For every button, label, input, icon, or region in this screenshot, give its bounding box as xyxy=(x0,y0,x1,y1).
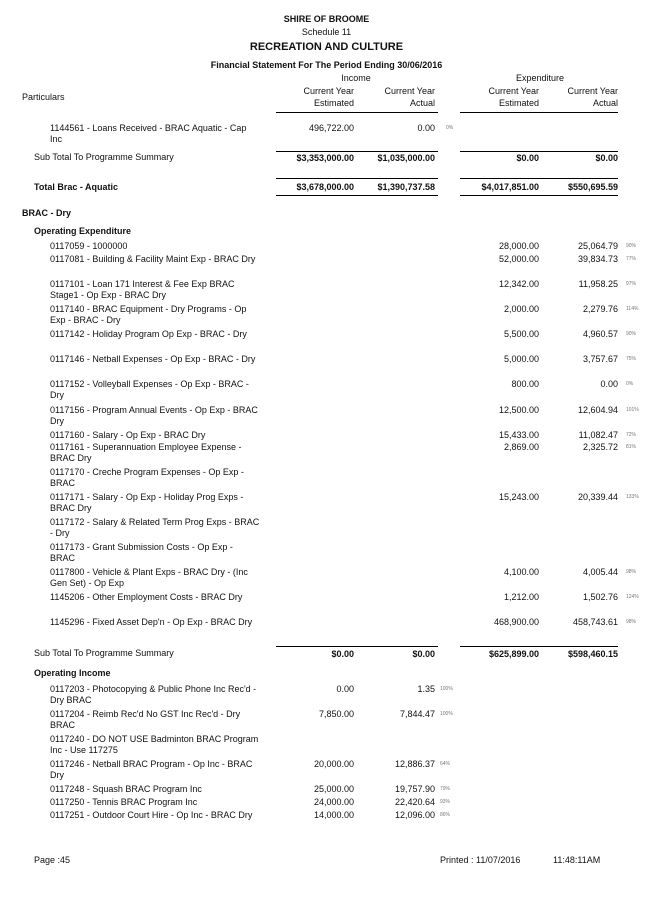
exp-row-act: 11,958.25 xyxy=(578,279,618,289)
section-brac-dry: BRAC - Dry xyxy=(22,208,72,218)
income-header-rule xyxy=(276,112,438,113)
exp-row-pct: 98% xyxy=(626,619,637,625)
inc-est-header-line2: Estimated xyxy=(313,98,354,108)
exp-row-est: 2,869.00 xyxy=(503,442,539,452)
exp-row-label: 0117142 - Holiday Program Op Exp - BRAC - Dry xyxy=(50,329,247,339)
exp-row-label: 1145296 - Fixed Asset Dep'n - Op Exp - BRAC Dry xyxy=(50,617,253,627)
exp-row-pct: 97% xyxy=(626,281,637,287)
subtotal2-inc-est: $0.00 xyxy=(331,649,354,659)
exp-row-est: 468,900.00 xyxy=(493,617,539,627)
exp-row-label: 0117170 - Creche Program Expenses - Op Exp - BRAC xyxy=(50,467,244,488)
exp-row-act: 12,604.94 xyxy=(577,405,618,415)
exp-row-est: 4,100.00 xyxy=(503,567,539,577)
exp-row-pct: 0% xyxy=(626,381,634,387)
top-row-inc-act: 0.00 xyxy=(417,123,435,133)
total-aquatic-exp-act: $550,695.59 xyxy=(567,182,618,192)
exp-row-pct: 98% xyxy=(626,569,637,575)
exp-row-est: 800.00 xyxy=(511,379,539,389)
exp-row-est: 5,500.00 xyxy=(503,329,539,339)
exp-row-act: 1,502.76 xyxy=(582,592,618,602)
exp-row-pct: 124% xyxy=(626,594,639,600)
exp-est-header-line2: Estimated xyxy=(498,98,539,108)
exp-row-act: 458,743.61 xyxy=(572,617,618,627)
top-row-label: 1144561 - Loans Received - BRAC Aquatic - Cap Inc xyxy=(50,123,247,144)
exp-act-header-line2: Actual xyxy=(592,98,618,108)
exp-row-label: 1145206 - Other Employment Costs - BRAC Dry xyxy=(50,592,243,602)
exp-row-pct: 90% xyxy=(626,331,637,337)
exp-row-act: 4,960.57 xyxy=(582,329,618,339)
subtotal2-exp-est: $625,899.00 xyxy=(488,649,539,659)
exp-row-act: 4,005.44 xyxy=(582,567,618,577)
operating-expenditure-heading: Operating Expenditure xyxy=(34,226,132,236)
exp-row-est: 28,000.00 xyxy=(498,241,539,251)
exp-row-pct: 133% xyxy=(626,494,639,500)
inc-row-act: 7,844.47 xyxy=(399,709,435,719)
total-aquatic-exp-est: $4,017,851.00 xyxy=(481,182,539,192)
inc-row-pct: 100% xyxy=(440,711,453,717)
exp-row-pct: 77% xyxy=(626,256,637,262)
inc-row-est: 20,000.00 xyxy=(313,759,354,769)
exp-row-pct: 101% xyxy=(626,407,639,413)
exp-row-label: 0117173 - Grant Submission Costs - Op Exp - BRAC xyxy=(50,542,233,563)
inc-row-act: 1.35 xyxy=(417,684,435,694)
total-aquatic-exp-rule xyxy=(460,178,618,179)
exp-row-act: 0.00 xyxy=(600,379,618,389)
exp-row-act: 39,834.73 xyxy=(577,254,618,264)
report-title: RECREATION AND CULTURE xyxy=(249,41,404,53)
printed-date: Printed : 11/07/2016 xyxy=(440,855,521,865)
inc-row-act: 22,420.64 xyxy=(394,797,435,807)
inc-row-pct: 64% xyxy=(440,761,451,767)
exp-est-header-line1: Current Year xyxy=(488,86,539,96)
subtotal2-label: Sub Total To Programme Summary xyxy=(34,648,174,658)
inc-row-label: 0117203 - Photocopying & Public Phone Inc Rec'd - Dry BRAC xyxy=(50,684,257,705)
total-aquatic-inc-rule xyxy=(276,178,438,179)
exp-row-est: 15,433.00 xyxy=(498,430,539,440)
inc-row-label: 0117248 - Squash BRAC Program Inc xyxy=(50,784,202,794)
inc-row-act: 12,096.00 xyxy=(394,810,435,820)
expenditure-header: Expenditure xyxy=(515,73,565,83)
inc-act-header-line1: Current Year xyxy=(384,86,435,96)
total-aquatic-exp-underline xyxy=(460,195,618,196)
exp-act-header-line1: Current Year xyxy=(567,86,618,96)
exp-row-pct: 81% xyxy=(626,444,637,450)
report-subtitle: Financial Statement For The Period Ending 30/06/2016 xyxy=(210,60,443,70)
subtotal2-inc-act: $0.00 xyxy=(412,649,435,659)
inc-est-header-line1: Current Year xyxy=(303,86,354,96)
exp-row-label: 0117161 - Superannuation Employee Expense - BRAC Dry xyxy=(50,442,242,463)
income-header: Income xyxy=(341,73,371,83)
top-row-inc-pct: 0% xyxy=(446,125,454,131)
inc-row-pct: 100% xyxy=(440,686,453,692)
subtotal1-inc-rule xyxy=(276,151,438,152)
subtotal1-exp-rule xyxy=(460,151,618,152)
exp-row-pct: 75% xyxy=(626,356,637,362)
exp-row-label: 0117172 - Salary & Related Term Prog Exps - BRAC - Dry xyxy=(50,517,260,538)
exp-row-est: 15,243.00 xyxy=(498,492,539,502)
subtotal2-exp-act: $598,460.15 xyxy=(567,649,618,659)
inc-row-label: 0117250 - Tennis BRAC Program Inc xyxy=(50,797,198,807)
top-row-inc-est: 496,722.00 xyxy=(308,123,354,133)
exp-row-label: 0117156 - Program Annual Events - Op Exp - BRAC Dry xyxy=(50,405,258,426)
total-aquatic-inc-underline xyxy=(276,195,438,196)
exp-row-act: 3,757.67 xyxy=(582,354,618,364)
inc-row-label: 0117240 - DO NOT USE Badminton BRAC Program Inc - Use 117275 xyxy=(50,734,259,755)
exp-row-label: 0117146 - Netball Expenses - Op Exp - BRAC - Dry xyxy=(50,354,256,364)
total-aquatic-inc-act: $1,390,737.58 xyxy=(377,182,435,192)
exp-row-label: 0117140 - BRAC Equipment - Dry Programs - Op Exp - BRAC - Dry xyxy=(50,304,247,325)
exp-row-est: 1,212.00 xyxy=(503,592,539,602)
exp-row-label: 0117081 - Building & Facility Maint Exp - BRAC Dry xyxy=(50,254,256,264)
page-number: Page :45 xyxy=(34,855,71,865)
exp-row-est: 5,000.00 xyxy=(503,354,539,364)
exp-row-label: 0117171 - Salary - Op Exp - Holiday Prog Exps - BRAC Dry xyxy=(50,492,244,513)
subtotal1-inc-act: $1,035,000.00 xyxy=(377,153,435,163)
subtotal1-inc-est: $3,353,000.00 xyxy=(296,153,354,163)
inc-act-header-line2: Actual xyxy=(409,98,435,108)
inc-row-label: 0117251 - Outdoor Court Hire - Op Inc - BRAC Dry xyxy=(50,810,253,820)
exp-row-pct: 90% xyxy=(626,243,637,249)
inc-row-est: 7,850.00 xyxy=(318,709,354,719)
expenditure-header-rule xyxy=(460,112,618,113)
total-aquatic-label: Total Brac - Aquatic xyxy=(34,182,119,192)
exp-row-act: 11,082.47 xyxy=(578,430,618,440)
inc-row-act: 19,757.90 xyxy=(394,784,435,794)
exp-row-label: 0117059 - 1000000 xyxy=(50,241,128,251)
inc-row-pct: 86% xyxy=(440,812,451,818)
exp-row-act: 25,064.79 xyxy=(577,241,618,251)
printed-time: 11:48:11AM xyxy=(553,855,601,865)
inc-row-label: 0117246 - Netball BRAC Program - Op Inc - BRAC Dry xyxy=(50,759,253,780)
schedule-label: Schedule 11 xyxy=(301,27,352,37)
exp-row-act: 20,339.44 xyxy=(577,492,618,502)
subtotal2-exp-rule xyxy=(460,646,618,647)
inc-row-pct: 93% xyxy=(440,799,451,805)
inc-row-est: 0.00 xyxy=(336,684,354,694)
inc-row-label: 0117204 - Reimb Rec'd No GST Inc Rec'd - Dry BRAC xyxy=(50,709,241,730)
subtotal2-inc-rule xyxy=(276,646,438,647)
exp-row-est: 12,500.00 xyxy=(498,405,539,415)
org-name: SHIRE OF BROOME xyxy=(283,14,370,24)
exp-row-label: 0117160 - Salary - Op Exp - BRAC Dry xyxy=(50,430,206,440)
inc-row-act: 12,886.37 xyxy=(394,759,435,769)
subtotal1-exp-act: $0.00 xyxy=(595,153,618,163)
inc-row-est: 25,000.00 xyxy=(313,784,354,794)
inc-row-est: 14,000.00 xyxy=(313,810,354,820)
inc-row-est: 24,000.00 xyxy=(313,797,354,807)
exp-row-pct: 114% xyxy=(626,306,639,312)
exp-row-est: 12,342.00 xyxy=(498,279,539,289)
exp-row-pct: 72% xyxy=(626,432,637,438)
subtotal1-label: Sub Total To Programme Summary xyxy=(34,152,174,162)
inc-row-pct: 79% xyxy=(440,786,451,792)
subtotal1-exp-est: $0.00 xyxy=(516,153,539,163)
exp-row-label: 0117101 - Loan 171 Interest & Fee Exp BRAC Stage1 - Op Exp - BRAC Dry xyxy=(50,279,235,300)
exp-row-act: 2,325.72 xyxy=(582,442,618,452)
operating-income-heading: Operating Income xyxy=(34,668,111,678)
exp-row-label: 0117800 - Vehicle & Plant Exps - BRAC Dry - (Inc Gen Set) - Op Exp xyxy=(50,567,248,588)
exp-row-est: 2,000.00 xyxy=(503,304,539,314)
exp-row-act: 2,279.76 xyxy=(582,304,618,314)
exp-row-est: 52,000.00 xyxy=(498,254,539,264)
particulars-header: Particulars xyxy=(22,92,65,102)
exp-row-label: 0117152 - Volleyball Expenses - Op Exp - BRAC - Dry xyxy=(50,379,249,400)
total-aquatic-inc-est: $3,678,000.00 xyxy=(296,182,354,192)
